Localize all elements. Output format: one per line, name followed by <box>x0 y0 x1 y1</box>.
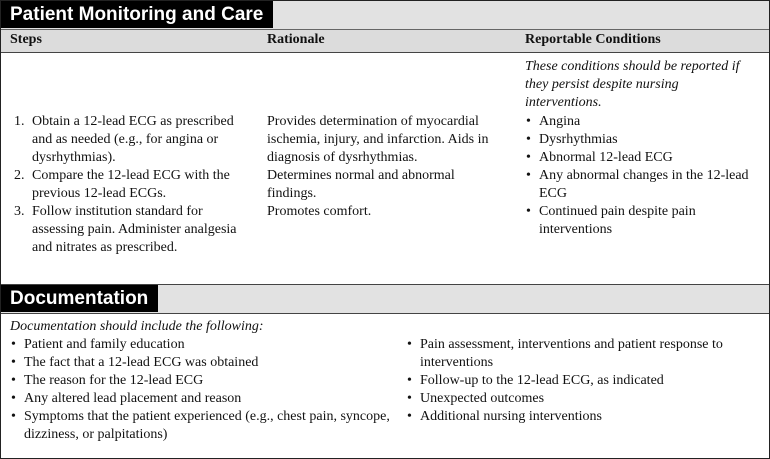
documentation-section-header <box>1 285 769 313</box>
documentation-item: • Patient and family education <box>11 337 185 352</box>
rationale-column <box>267 113 507 221</box>
steps-header: Steps <box>10 32 42 47</box>
reportable-item: • Abnormal 12-lead ECG <box>526 150 673 165</box>
documentation-item: • Additional nursing interventions <box>407 409 602 424</box>
rationale-text: Promotes comfort. <box>267 204 372 219</box>
reportable-item: • Any abnormal changes in the 12-lead ECG <box>526 168 749 201</box>
rationale-header: Rationale <box>267 32 325 47</box>
monitoring-title: Patient Monitoring and Care <box>1 1 273 28</box>
monitoring-section-header <box>1 1 769 29</box>
documentation-item: • Symptoms that the patient experienced (e.g., chest pain, syncope, dizziness, or palpitations) <box>11 409 390 442</box>
reportable-column <box>525 58 755 239</box>
step-item: 3. Follow institution standard for assessing pain. Administer analgesia and nitrates as prescribed. <box>14 204 237 255</box>
reportable-header: Reportable Conditions <box>525 32 661 47</box>
column-header-row <box>1 29 769 53</box>
documentation-right-list <box>406 336 761 426</box>
reportable-item: • Dysrhythmias <box>526 132 618 147</box>
rationale-text: Determines normal and abnormal findings. <box>267 168 455 201</box>
section-divider <box>1 313 769 314</box>
documentation-item: • The fact that a 12-lead ECG was obtained <box>11 355 259 370</box>
step-item: 2. Compare the 12-lead ECG with the previous 12-lead ECGs. <box>14 168 230 201</box>
reportable-intro: These conditions should be reported if they persist despite nursing interventions. <box>525 59 740 110</box>
documentation-intro: Documentation should include the following: <box>10 319 264 334</box>
rationale-text: Provides determination of myocardial ischemia, injury, and infarction. Aids in diagnosis of dysrhythmias. <box>267 114 489 165</box>
documentation-item: • Follow-up to the 12-lead ECG, as indicated <box>407 373 664 388</box>
reportable-item: • Angina <box>526 114 581 129</box>
reportable-item: • Continued pain despite pain interventions <box>526 204 696 237</box>
documentation-left-list <box>10 336 390 444</box>
documentation-item: • Unexpected outcomes <box>407 391 545 406</box>
steps-column <box>10 113 250 257</box>
documentation-item: • Any altered lead placement and reason <box>11 391 242 406</box>
documentation-item: • Pain assessment, interventions and patient response to interventions <box>407 337 723 370</box>
documentation-item: • The reason for the 12-lead ECG <box>11 373 204 388</box>
step-item: 1. Obtain a 12-lead ECG as prescribed and as needed (e.g., for angina or dysrhythmias). <box>14 114 234 165</box>
documentation-title: Documentation <box>1 285 158 312</box>
